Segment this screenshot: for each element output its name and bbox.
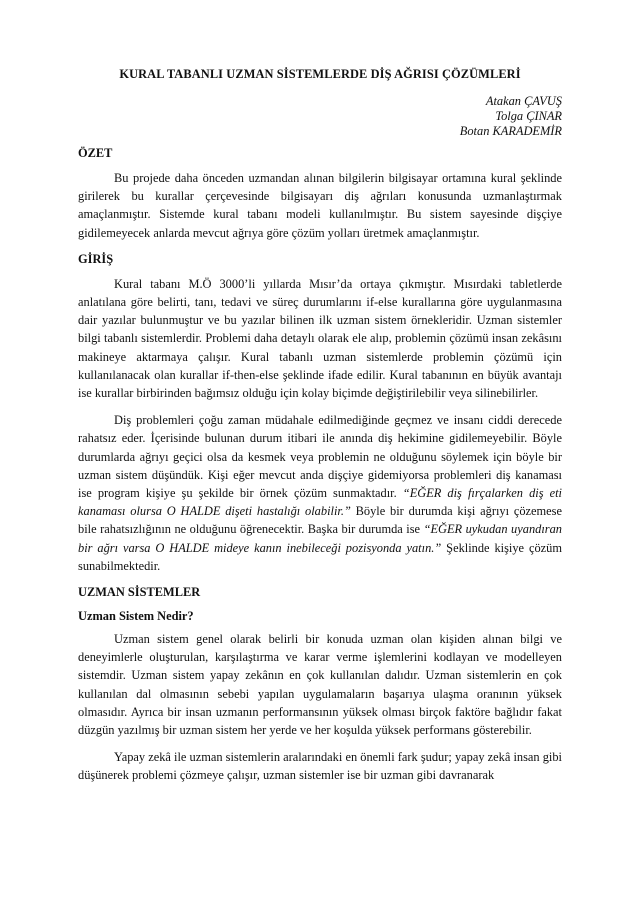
author-name: Tolga ÇINAR xyxy=(495,109,562,123)
paragraph-text: Diş problemleri çoğu zaman müdahale edilmediğinde geçmez ve insanı ciddi derecede rahatsız eder. İçerisinde bulunan durum itibari ile anında diş hekimine gidilemeyebilir. Böyle durumlarda ağrıyı geçici olsa da kesmek veya problemin ne olduğunu söylemek için böyle bir uzman sistem düşündük. Kişi eğer mevcut anda dişçiye gidemiyorsa problemleri diş kanaması ise program kişiye şu şekilde bir örnek çözüm sunmaktadır. xyxy=(78,413,562,501)
paragraph-text: Şeklinde kişiye çözüm sunabilmektedir. xyxy=(78,540,562,573)
author-name: Botan KARADEMİR xyxy=(459,124,562,138)
intro-paragraph-1: Kural tabanı M.Ö 3000’li yıllarda Mısır’da ortaya çıkmıştır. Mısırdaki tabletlerde anlatılana göre belirti, tanı, tedavi ve süreç durumlarını if-else kurallarına göre uygulanmasına dair yazılar bulunmuştur ve bu yazılar bilinen ilk uzman sistem örnekleridir. Uzman sistemler bilgi tabanlı sistemlerdir. Problemi daha detaylı olarak ele alıp, problemin çözümü insan zekâsını makineye aktarmaya çalışır. Kural tabanlı uzman sistemlerde problemin çözümü için kullanılanacak olan kurallar if-then-else şeklinde ifade edilir. Kural tabanının en büyük avantajı ise kurallar birbirinden bağımsız olduğu için kolay biçimde değiştirilebilir veya silinebilirler. xyxy=(78,276,562,401)
paper-title: KURAL TABANLI UZMAN SİSTEMLERDE DİŞ AĞRISI ÇÖZÜMLERİ xyxy=(119,67,521,81)
document-page xyxy=(78,66,562,785)
section-heading-giris: GİRİŞ xyxy=(78,251,114,266)
abstract-paragraph: Bu projede daha önceden uzmandan alınan bilgilerin bilgisayar ortamına kural şeklinde girilerek bu kurallar çerçevesinde bilgisayarı diş ağrıları konusunda uzmanlaştırmak amaçlanmıştır. Sistemde kural tabanı modeli kullanılmıştır. Bu sistem sayesinde dişçiye gidilemeyecek anlarda mevcut ağrıya göre çözüm yolları üretmek amaçlanmıştır. xyxy=(78,171,562,240)
rule-example-quote: “EĞER uykudan uyandıran bir ağrı varsa O HALDE mideye kanın inebileceği pozisyonda yatın.” xyxy=(78,522,562,555)
author-name: Atakan ÇAVUŞ xyxy=(485,94,562,108)
paragraph-text: Böyle bir durumda kişi ağrıyı çözemese bile rahatsızlığının ne olduğunu öğrenecektir. Başka bir durumda ise xyxy=(78,504,562,537)
expert-systems-paragraph-2: Yapay zekâ ile uzman sistemlerin aralarındaki en önemli fark şudur; yapay zekâ insan gibi düşünerek problemi çözmeye çalışır, uzman sistemler ise bir uzman gibi davranarak xyxy=(78,750,562,783)
rule-example-quote: “EĞER diş fırçalarken diş eti kanaması olursa O HALDE dişeti hastalığı olabilir.” xyxy=(78,486,562,519)
section-heading-uzman-sistemler: UZMAN SİSTEMLER xyxy=(78,585,201,600)
expert-systems-paragraph-1: Uzman sistem genel olarak belirli bir konuda uzman olan kişiden alınan bilgi ve deneyimlerle oluşturulan, karşılaştırma ve karar verme işlemlerini kodlayan ve modelleyen sistemdir. Uzman sistem yapay zekânın en çok kullanılan dalıdır. Uzman sistemlerin en çok kullanılan dal olmasının sebebi yapılan uygulamaların başarıya ulaşma oranının yüksek olmasıdır. Ayrıca bir insan uzmanın performansının yüksek olması birçok faktöre bağlıdır fakat düzgün yazılmış bir uzman sistem her yerde ve her koşulda yüksek performans gösterebilir. xyxy=(78,632,562,738)
intro-paragraph-2 xyxy=(78,411,562,575)
section-heading-ozet: ÖZET xyxy=(78,146,113,160)
subsection-heading: Uzman Sistem Nedir? xyxy=(78,609,194,624)
author-list xyxy=(78,94,562,139)
